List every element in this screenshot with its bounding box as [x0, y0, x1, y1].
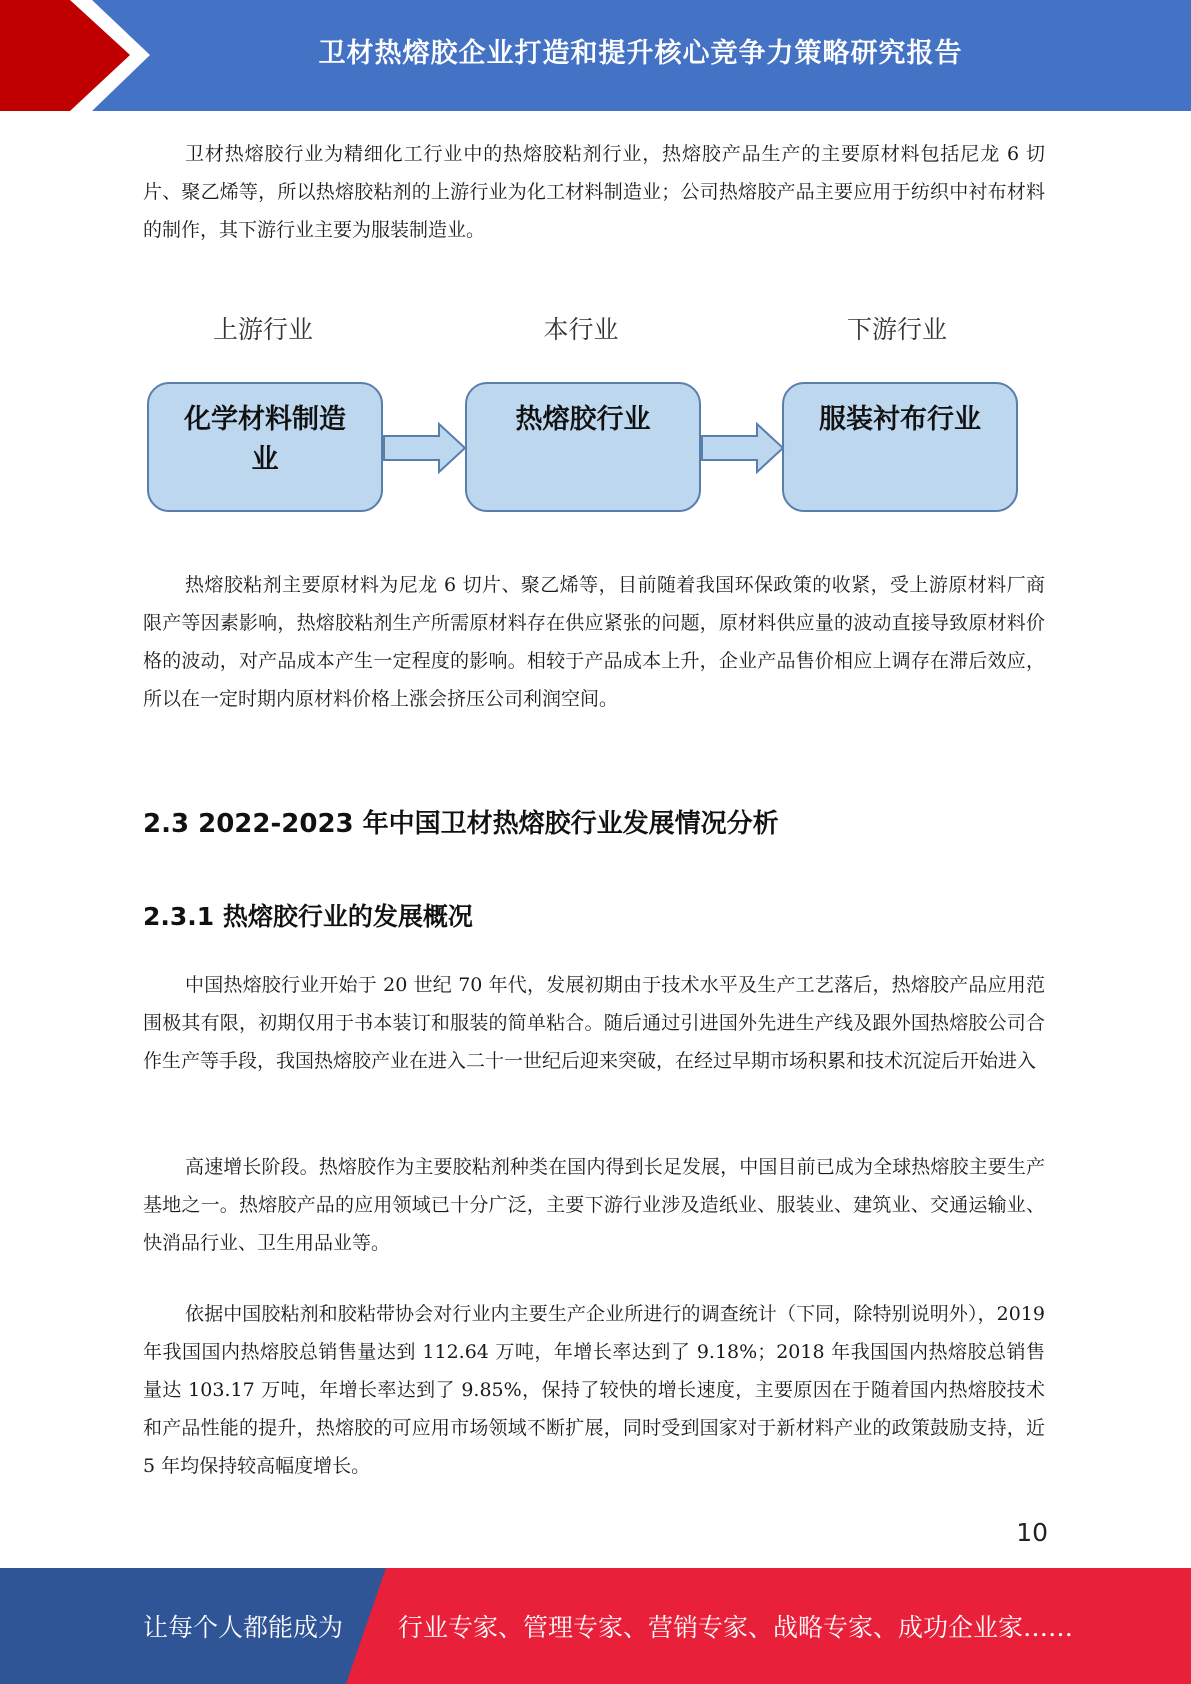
- footer-slogan-right: 行业专家、管理专家、营销专家、战略专家、成功企业家……: [398, 1613, 1074, 1642]
- current-industry-label: 本行业: [543, 315, 619, 344]
- page-number: 10: [1016, 1518, 1048, 1547]
- upstream-label: 上游行业: [212, 315, 313, 344]
- footer-slogan-left: 让每个人都能成为: [143, 1613, 344, 1642]
- arrow-right-icon: [383, 422, 467, 474]
- downstream-label: 下游行业: [846, 315, 947, 344]
- current-industry-box: 热熔胶行业: [465, 382, 701, 512]
- page-footer: [0, 1568, 1191, 1684]
- paragraph-industry-intro: 卫材热熔胶行业为精细化工行业中的热熔胶粘剂行业，热熔胶产品生产的主要原材料包括尼龙 6 切片、聚乙烯等，所以热熔胶粘剂的上游行业为化工材料制造业；公司热熔胶产品主要应用于纺织中衬布材料的制作，其下游行业主要为服装制造业。: [143, 143, 1045, 241]
- subsection-heading: 2.3.1 热熔胶行业的发展概况: [143, 902, 473, 931]
- upstream-box: 化学材料制造业: [147, 382, 383, 512]
- paragraph-statistics: 依据中国胶粘剂和胶粘带协会对行业内主要生产企业所进行的调查统计（下同，除特别说明外），2019 年我国国内热熔胶总销售量达到 112.64 万吨，年增长率达到了 9.18%；2018 年我国国内热熔胶总销售量达 103.17 万吨，年增长率达到了 9.85%，保持了较快的增长速度，主要原因在于随着国内热熔胶技术和产品性能的提升，热熔胶的可应用市场领域不断扩展，同时受到国家对于新材料产业的政策鼓励支持，近 5 年均保持较高幅度增长。: [143, 1303, 1045, 1477]
- page-header: [0, 0, 1191, 111]
- section-heading: 2.3 2022-2023 年中国卫材热熔胶行业发展情况分析: [143, 809, 779, 839]
- header-title: 卫材热熔胶企业打造和提升核心竞争力策略研究报告: [318, 37, 963, 69]
- downstream-box: 服装衬布行业: [782, 382, 1018, 512]
- arrow-right-icon: [701, 422, 785, 474]
- industry-chain-diagram: [143, 300, 1023, 530]
- paragraph-raw-materials: 热熔胶粘剂主要原材料为尼龙 6 切片、聚乙烯等，目前随着我国环保政策的收紧，受上游原材料厂商限产等因素影响，热熔胶粘剂生产所需原材料存在供应紧张的问题，原材料供应量的波动直接导致原材料价格的波动，对产品成本产生一定程度的影响。相较于产品成本上升，企业产品售价相应上调存在滞后效应，所以在一定时期内原材料价格上涨会挤压公司利润空间。: [143, 574, 1045, 710]
- paragraph-growth: 高速增长阶段。热熔胶作为主要胶粘剂种类在国内得到长足发展，中国目前已成为全球热熔胶主要生产基地之一。热熔胶产品的应用领域已十分广泛，主要下游行业涉及造纸业、服装业、建筑业、交通运输业、快消品行业、卫生用品业等。: [143, 1156, 1045, 1254]
- paragraph-history: 中国热熔胶行业开始于 20 世纪 70 年代，发展初期由于技术水平及生产工艺落后，热熔胶产品应用范围极其有限，初期仅用于书本装订和服装的简单粘合。随后通过引进国外先进生产线及跟外国热熔胶公司合作生产等手段，我国热熔胶产业在进入二十一世纪后迎来突破，在经过早期市场积累和技术沉淀后开始进入: [143, 974, 1045, 1072]
